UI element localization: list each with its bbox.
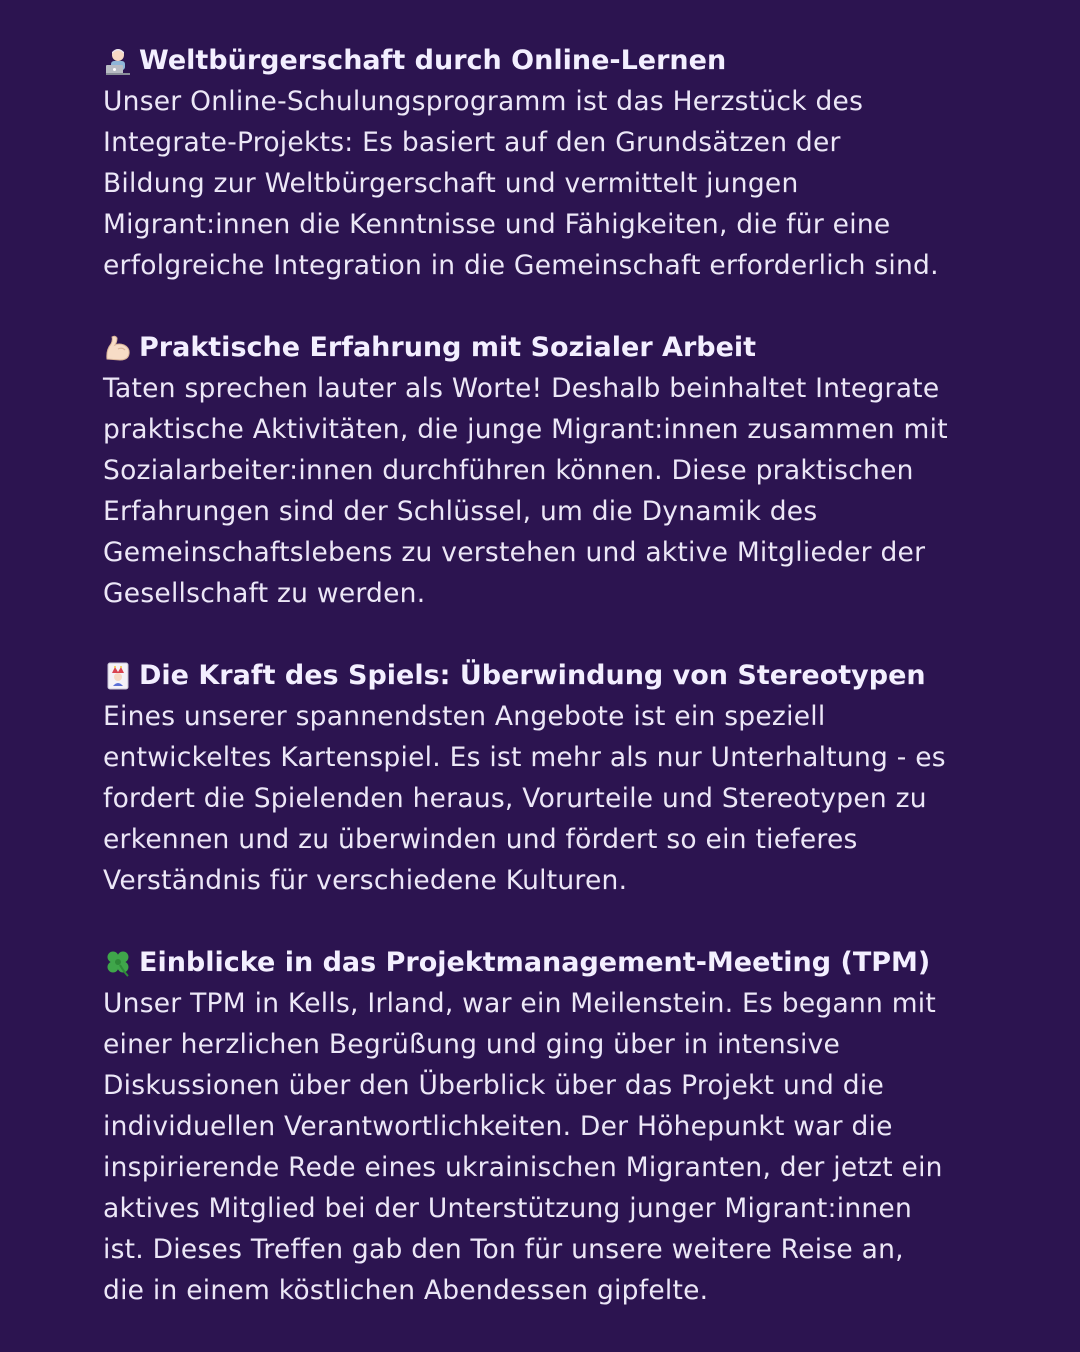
body-line: Sozialarbeiter:innen durchführen können. Diese praktischen [103, 455, 914, 486]
post-content [103, 40, 993, 1352]
section-card-game [103, 655, 993, 901]
section-heading [103, 40, 993, 81]
flexed-biceps-icon [103, 333, 133, 363]
joker-card-icon [103, 661, 133, 691]
body-line: ist. Dieses Treffen gab den Ton für unsere weitere Reise an, [103, 1234, 904, 1265]
section-body [103, 983, 993, 1311]
body-line: Integrate-Projekts: Es basiert auf den Grundsätzen der [103, 127, 841, 158]
body-line: Bildung zur Weltbürgerschaft und vermittelt jungen [103, 168, 799, 199]
four-leaf-clover-icon [103, 948, 133, 978]
section-body [103, 81, 993, 286]
technologist-icon [103, 46, 133, 76]
body-line: praktische Aktivitäten, die junge Migrant:innen zusammen mit [103, 414, 948, 445]
body-line: erfolgreiche Integration in die Gemeinschaft erforderlich sind. [103, 250, 939, 281]
section-title: Einblicke in das Projektmanagement-Meeting (TPM) [139, 947, 931, 978]
section-heading [103, 942, 993, 983]
body-line: Taten sprechen lauter als Worte! Deshalb beinhaltet Integrate [103, 373, 940, 404]
section-online-learning [103, 40, 993, 286]
body-line: Gemeinschaftslebens zu verstehen und aktive Mitglieder der [103, 537, 926, 568]
body-line: Migrant:innen die Kenntnisse und Fähigkeiten, die für eine [103, 209, 891, 240]
body-line: die in einem köstlichen Abendessen gipfelte. [103, 1275, 709, 1306]
section-title: Praktische Erfahrung mit Sozialer Arbeit [139, 332, 757, 363]
body-line: Gesellschaft zu werden. [103, 578, 426, 609]
section-body [103, 696, 993, 901]
body-line: erkennen und zu überwinden und fördert so ein tieferes [103, 824, 858, 855]
body-line: Verständnis für verschiedene Kulturen. [103, 865, 628, 896]
body-line: fordert die Spielenden heraus, Vorurteile und Stereotypen zu [103, 783, 927, 814]
section-title: Weltbürgerschaft durch Online-Lernen [139, 45, 727, 76]
section-title: Die Kraft des Spiels: Überwindung von Stereotypen [139, 660, 926, 691]
section-heading [103, 327, 993, 368]
body-line: inspirierende Rede eines ukrainischen Migranten, der jetzt ein [103, 1152, 943, 1183]
body-line: Diskussionen über den Überblick über das Projekt und die [103, 1070, 885, 1101]
body-line: individuellen Verantwortlichkeiten. Der Höhepunkt war die [103, 1111, 893, 1142]
section-heading [103, 655, 993, 696]
body-line: Eines unserer spannendsten Angebote ist ein speziell [103, 701, 826, 732]
body-line: Erfahrungen sind der Schlüssel, um die Dynamik des [103, 496, 818, 527]
body-line: Unser TPM in Kells, Irland, war ein Meilenstein. Es begann mit [103, 988, 937, 1019]
body-line: einer herzlichen Begrüßung und ging über in intensive [103, 1029, 841, 1060]
section-body [103, 368, 993, 614]
section-tpm-meeting [103, 942, 993, 1311]
body-line: entwickeltes Kartenspiel. Es ist mehr als nur Unterhaltung - es [103, 742, 946, 773]
body-line: Unser Online-Schulungsprogramm ist das Herzstück des [103, 86, 864, 117]
body-line: aktives Mitglied bei der Unterstützung junger Migrant:innen [103, 1193, 913, 1224]
section-social-work [103, 327, 993, 614]
